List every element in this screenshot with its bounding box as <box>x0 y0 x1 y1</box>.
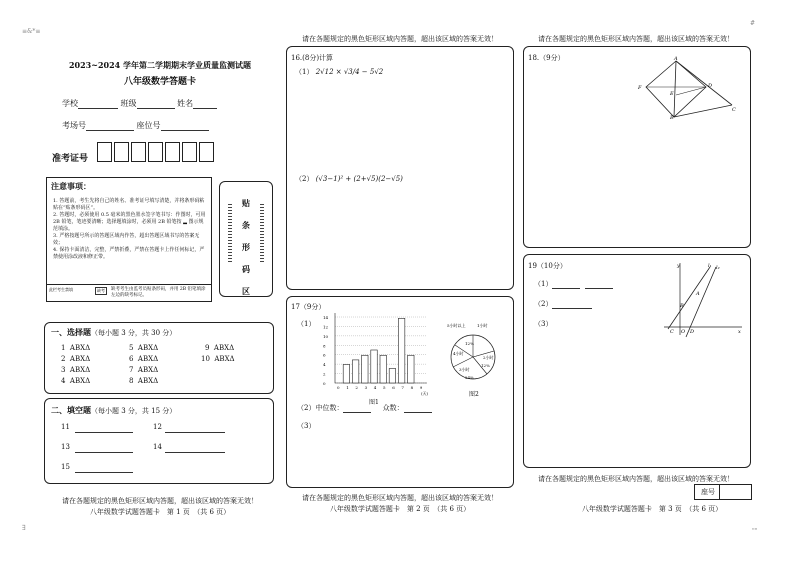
q19-coordinate-graph <box>660 261 744 339</box>
question17-box <box>286 296 514 488</box>
fig1-xtick-label: 0 <box>337 385 340 390</box>
seat-label: 座位号 <box>136 121 161 130</box>
blank-number: 14 <box>153 443 162 451</box>
exam-id-row <box>52 142 216 166</box>
q18-line-ac <box>676 61 732 105</box>
fig1-bar <box>389 368 395 383</box>
school-field[interactable] <box>78 100 118 109</box>
q19-part1: （1） <box>534 279 613 289</box>
fig1-ytick-label: 14 <box>323 315 329 320</box>
q17-part1: （1） <box>297 320 316 328</box>
exam-id-cell[interactable] <box>165 142 180 162</box>
q16-part2: （2） (√3−1)² + (2+√5)(2−√5) <box>295 175 403 183</box>
exam-id-cell[interactable] <box>114 142 129 162</box>
line-l1 <box>668 267 710 329</box>
line-label: l₂ <box>716 265 720 271</box>
q19-part2: （2） <box>534 299 592 309</box>
median-field[interactable] <box>343 404 371 413</box>
fig1-ytick-label: 0 <box>323 381 326 386</box>
pie-label: 24% <box>465 375 474 380</box>
point-label: D <box>690 329 695 335</box>
notes-box <box>46 177 212 285</box>
fig1-xtick-label: 4 <box>373 385 377 390</box>
exam-id-label: 准考证号 <box>52 154 89 164</box>
fig1-bar <box>343 365 349 383</box>
fig1-xtick-label: 7 <box>401 385 404 390</box>
note-item: 3. 严格按题号所示的答题区域内作答，超出答题区域书写的答案无效； <box>53 233 200 246</box>
q16-part1: （1） 2√12 × √3/4 − 5√2 <box>295 68 384 76</box>
q16-part2-expr: (√3−1)² + (2+√5)(2−√5) <box>315 175 403 183</box>
fill-blank-section <box>44 398 274 484</box>
exam-subtitle: 八年级数学答题卡 <box>123 77 196 87</box>
section1-title: 一、选择题（每小题 3 分，共 30 分） <box>51 327 177 337</box>
pie-label: 2小时 <box>483 355 494 360</box>
pie-slice-edge <box>453 357 473 367</box>
pie-label: 3小时 <box>459 367 470 372</box>
blank-number: 15 <box>61 463 70 471</box>
exam-id-cell[interactable] <box>97 142 112 162</box>
choice-row[interactable]: 9 ABXΔ <box>205 344 235 352</box>
corner-mark-tl: ≡&*≡ <box>22 28 41 35</box>
blank-answer-line[interactable] <box>165 431 225 433</box>
point-label: O <box>681 329 686 335</box>
point-label: D <box>708 83 713 89</box>
school-label: 学校 <box>62 99 78 108</box>
corner-mark-br: "" <box>752 528 758 535</box>
figure1-caption: 图1 <box>369 399 379 406</box>
info-room-row <box>62 120 209 131</box>
point-label: C <box>670 329 674 335</box>
class-field[interactable] <box>137 100 175 109</box>
choice-row[interactable]: 7 ABXΔ <box>129 366 159 374</box>
notes-list <box>53 198 207 261</box>
seat-number-box[interactable] <box>694 484 752 500</box>
q16-part1-expr: 2√12 × √3/4 − 5√2 <box>315 68 384 76</box>
blank-answer-line[interactable] <box>75 471 133 473</box>
exam-id-cell[interactable] <box>131 142 146 162</box>
barcode-sticker-area <box>219 181 273 297</box>
q19-answer-field[interactable] <box>552 300 592 309</box>
missing-exam-text: 缺考考生由监考员贴条形码，并用 2B 铅笔填涂左边的缺考标记。 <box>111 287 206 298</box>
fig1-ytick-label: 2 <box>323 371 326 377</box>
fig1-bar <box>362 355 368 383</box>
page1-footer: 八年级数学试题答题卡 第 1 页 （共 6 页） <box>89 508 231 516</box>
note-item: 2. 答题时，必须使用 0.5 毫米的黑色墨水签字笔书写：作图时，可用 2B 铅笔，笔迹要清晰；选择题填涂时，必须用 2B 铅笔按 ▂ 图示规范填涂。 <box>53 212 206 232</box>
name-field[interactable] <box>193 100 217 109</box>
corner-mark-tr: # <box>750 20 756 27</box>
fig1-ytick-label: 8 <box>323 343 326 349</box>
exam-title: 2023~2024 学年第二学期期末学业质量监测试题 <box>68 60 252 70</box>
exam-id-cell[interactable] <box>199 142 214 162</box>
pie-label: 12% <box>481 363 490 368</box>
choice-row[interactable]: 8 ABXΔ <box>129 377 159 385</box>
corner-mark-bl: ∃ <box>22 524 26 532</box>
note-item: 4. 保持卡面清洁，完整，严禁折叠，严禁在答题卡上作任何标记，严禁使用涂改液和修正带。 <box>53 247 205 260</box>
fig1-ytick-label: 12 <box>323 324 329 330</box>
seat-field[interactable] <box>161 122 209 131</box>
choice-row[interactable]: 6 ABXΔ <box>129 355 159 363</box>
choice-row[interactable]: 4 ABXΔ <box>61 377 91 385</box>
barcode-lines-left <box>228 204 232 264</box>
mode-field[interactable] <box>404 404 432 413</box>
q18-line-bc <box>674 105 732 117</box>
fig1-xtick-label: 3 <box>364 385 368 390</box>
blank-answer-line[interactable] <box>75 431 133 433</box>
choice-row[interactable]: 5 ABXΔ <box>129 344 159 352</box>
barcode-char: 形 <box>242 242 250 252</box>
blank-number: 11 <box>61 423 70 431</box>
fig1-bar <box>398 318 404 383</box>
page1-warning: 请在各题规定的黑色矩形区域内答题，超出该区域的答案无效！ <box>62 497 258 505</box>
point-label: A <box>674 56 678 62</box>
point-label: E <box>670 91 674 97</box>
point-label: B <box>670 115 674 119</box>
q19-title: 19（10分） <box>528 262 567 270</box>
q16-title: 16.(8分)计算 <box>291 54 334 62</box>
page2-warning-bottom: 请在各题规定的黑色矩形区域内答题，超出该区域的答案无效！ <box>302 494 498 502</box>
fig1-xtick-label: 6 <box>392 385 395 390</box>
line-l2 <box>686 267 716 337</box>
q18-diagonal-ab <box>674 61 676 117</box>
seat-number-label: 座号 <box>701 488 715 496</box>
class-label: 班级 <box>120 99 137 108</box>
note-item: 1. 答题前，考生先将自己的姓名、准考证号填写清楚，并将条形码粘贴在“贴条形码区”。 <box>53 198 205 211</box>
page3-warning-bottom: 请在各题规定的黑色矩形区域内答题，超出该区域的答案无效！ <box>538 475 734 483</box>
barcode-char: 条 <box>242 220 250 230</box>
page3-warning-top: 请在各题规定的黑色矩形区域内答题，超出该区域的答案无效！ <box>538 35 734 43</box>
q18-title: 18.（9分） <box>528 54 565 62</box>
missing-exam-mark[interactable]: 缺考 <box>97 288 105 293</box>
page3-footer: 八年级数学试题答题卡 第 3 页 （共 6 页） <box>581 505 723 513</box>
exam-id-cell[interactable] <box>148 142 163 162</box>
question16-box <box>286 46 514 290</box>
point-label: B <box>680 303 684 309</box>
point-label: A <box>696 291 700 297</box>
fig1-ytick-label: 4 <box>323 362 326 368</box>
line-label: l₁ <box>708 263 712 269</box>
question19-box <box>523 254 751 468</box>
axis-label: x <box>738 329 741 335</box>
median-label: （2）中位数： <box>297 404 344 412</box>
q18-geometry-figure <box>636 55 736 119</box>
q17-part2 <box>297 403 432 413</box>
page2-warning-top: 请在各题规定的黑色矩形区域内答题，超出该区域的答案无效！ <box>302 35 498 43</box>
q17-part3: （3） <box>297 422 316 430</box>
q19-answer-field[interactable] <box>585 280 613 289</box>
point-label: F <box>638 85 642 91</box>
choice-row[interactable]: 3 ABXΔ <box>61 366 91 374</box>
figure2-pie-chart <box>445 321 501 385</box>
barcode-area-label <box>240 192 252 302</box>
pie-label: 4小时 <box>453 351 464 356</box>
fig1-xtick-label: 2 <box>355 385 358 390</box>
seat-number-divider <box>719 485 720 499</box>
q19-answer-field[interactable] <box>552 280 580 289</box>
fig1-xtick-label: 9 <box>419 385 423 390</box>
page2-footer: 八年级数学试题答题卡 第 2 页 （共 6 页） <box>329 505 471 513</box>
fig1-xtick-label: 5 <box>383 385 386 390</box>
pie-label: 12% <box>465 341 474 346</box>
choice-row[interactable]: 1 ABXΔ <box>61 344 91 352</box>
fig1-bar <box>408 355 414 383</box>
fig1-ytick-label: 10 <box>323 333 329 339</box>
fig1-bar <box>380 355 386 383</box>
fig1-x-unit: (天) <box>421 391 429 396</box>
barcode-char: 区 <box>242 286 250 296</box>
missing-exam-box <box>46 284 212 302</box>
fig1-ytick-label: 6 <box>323 352 326 358</box>
q17-title: 17（9分） <box>291 303 326 311</box>
barcode-char: 贴 <box>242 198 250 208</box>
fig1-xtick-label: 8 <box>410 385 414 390</box>
blank-number: 12 <box>153 423 162 431</box>
blank-number: 13 <box>61 443 70 451</box>
blank-answer-line[interactable] <box>165 451 225 453</box>
fig1-bar <box>352 360 358 383</box>
fig1-xtick-label: 1 <box>346 385 349 390</box>
choice-row[interactable]: 10 ABXΔ <box>201 355 235 363</box>
axis-label: y <box>677 263 680 269</box>
point-label: C <box>732 107 736 113</box>
notes-title: 注意事项： <box>51 181 91 191</box>
exam-id-cell[interactable] <box>182 142 197 162</box>
info-school-row <box>62 98 217 109</box>
pie-label: 1小时 <box>477 323 488 328</box>
choice-row[interactable]: 2 ABXΔ <box>61 355 91 363</box>
pie-label: 5小时以上 <box>447 323 466 328</box>
name-label: 姓名 <box>177 99 194 108</box>
q19-part3: （3） <box>534 320 553 328</box>
figure2-caption: 图2 <box>469 391 479 398</box>
question18-box <box>523 46 751 248</box>
figure1-bar-chart <box>323 311 433 397</box>
choice-section <box>44 322 274 394</box>
blank-answer-line[interactable] <box>75 451 133 453</box>
mode-label: 众数： <box>382 404 404 412</box>
room-field[interactable] <box>86 122 134 131</box>
missing-exam-label: 此栏考生禁填 <box>49 287 73 292</box>
room-label: 考场号 <box>62 121 86 130</box>
barcode-lines-right <box>260 204 264 264</box>
section2-title: 二、填空题（每小题 3 分，共 15 分） <box>51 405 177 415</box>
fig1-bar <box>371 350 377 383</box>
barcode-char: 码 <box>242 264 250 274</box>
